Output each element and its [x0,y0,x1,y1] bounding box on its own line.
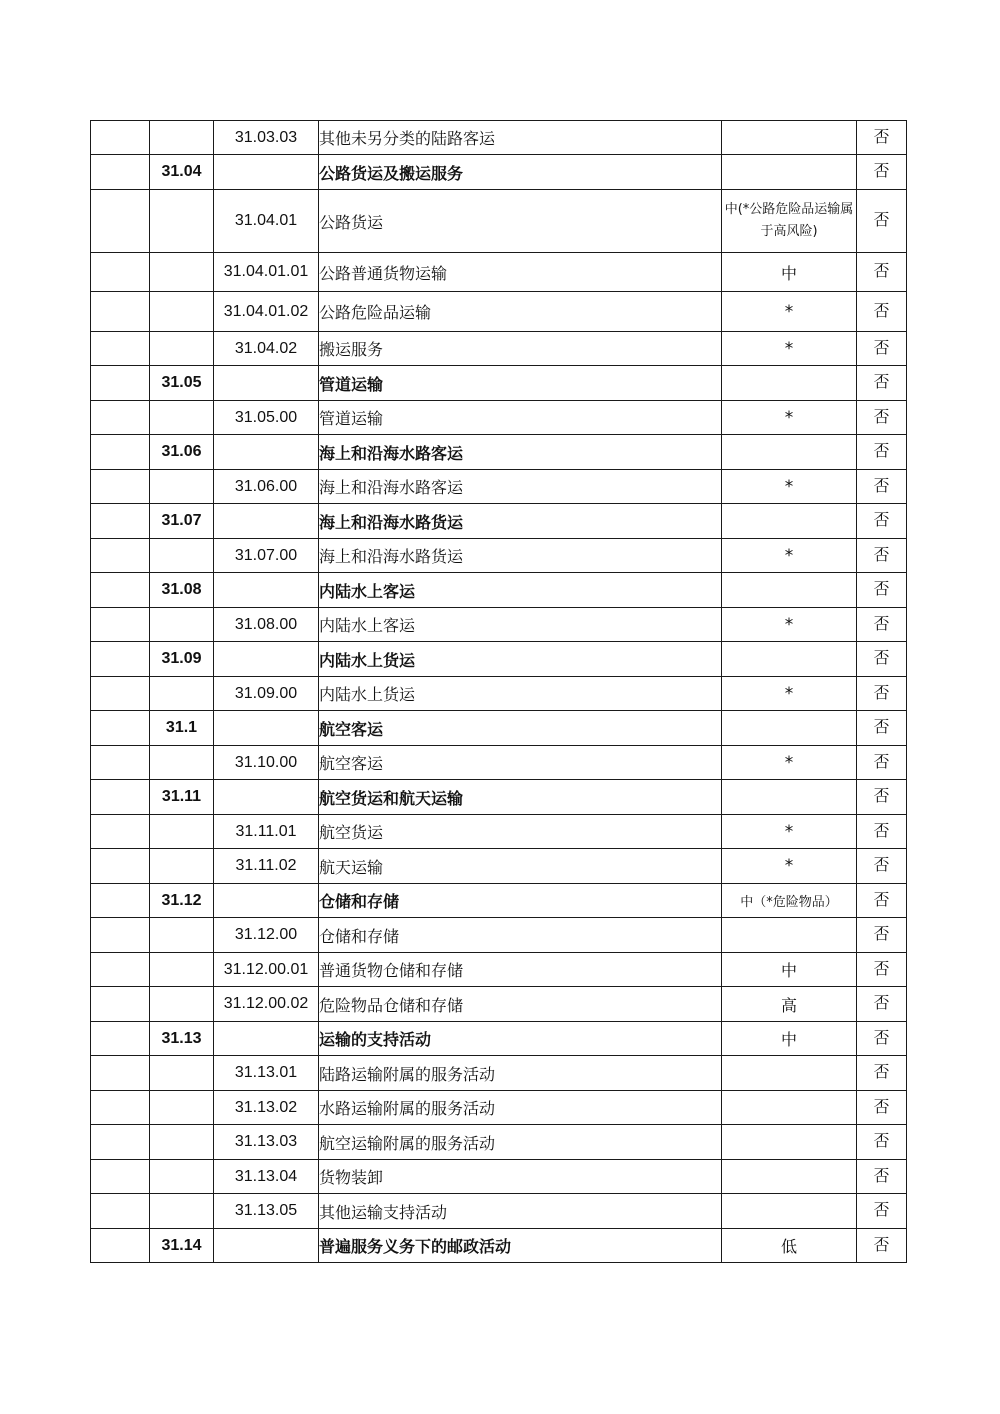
risk-level: 中(*公路危险品运输属于高风险) [722,190,857,253]
flag-text: 否 [873,300,890,320]
blank-cell [91,1056,150,1091]
level1-code [150,1160,214,1194]
level1-code [150,190,214,253]
category-name: 水路运输附属的服务活动 [319,1091,722,1125]
risk-level: * [722,401,857,435]
level1-code [150,401,214,435]
level2-code [214,155,319,190]
risk-level [722,366,857,401]
level2-code: 31.13.04 [214,1160,319,1194]
level1-code: 31.09 [150,642,214,677]
level1-code [150,677,214,711]
blank-cell [91,884,150,918]
flag-text: 否 [873,820,890,840]
table-row [91,608,907,642]
blank-cell [91,1229,150,1263]
risk-level: 中（*危险物品） [722,884,857,918]
flag-value [857,1125,907,1160]
level2-code: 31.12.00.02 [214,987,319,1022]
flag-value [857,121,907,155]
category-name: 海上和沿海水路客运 [319,470,722,504]
level1-code [150,1125,214,1160]
flag-text: 否 [873,210,890,229]
level2-code: 31.04.02 [214,332,319,366]
blank-cell [91,1125,150,1160]
risk-level [722,918,857,953]
blank-cell [91,401,150,435]
level1-code [150,1091,214,1125]
blank-cell [91,918,150,953]
risk-level [722,504,857,539]
category-name: 内陆水上客运 [319,608,722,642]
flag-value [857,190,907,253]
level1-code: 31.05 [150,366,214,401]
blank-cell [91,815,150,849]
level1-code [150,292,214,332]
level2-code: 31.03.03 [214,121,319,155]
risk-level: * [722,332,857,366]
blank-cell [91,435,150,470]
category-name: 管道运输 [319,401,722,435]
flag-value [857,435,907,470]
table-row [91,918,907,953]
level2-code: 31.05.00 [214,401,319,435]
category-name: 仓储和存储 [319,918,722,953]
flag-value [857,608,907,642]
flag-value [857,1022,907,1056]
industry-risk-table [90,120,907,1263]
table-row [91,470,907,504]
flag-value [857,918,907,953]
level2-code: 31.06.00 [214,470,319,504]
category-name: 航空运输附属的服务活动 [319,1125,722,1160]
blank-cell [91,953,150,987]
blank-cell [91,253,150,292]
category-name: 公路危险品运输 [319,292,722,332]
category-name: 海上和沿海水路客运 [319,435,722,470]
level1-code [150,539,214,573]
level1-code [150,470,214,504]
category-name: 航天运输 [319,849,722,884]
category-name: 仓储和存储 [319,884,722,918]
risk-level: * [722,815,857,849]
level2-code: 31.04.01 [214,190,319,253]
level2-code: 31.13.02 [214,1091,319,1125]
category-name: 航空客运 [319,711,722,746]
blank-cell [91,677,150,711]
category-name: 危险物品仓储和存储 [319,987,722,1022]
flag-value [857,332,907,366]
flag-text: 否 [873,544,890,564]
level2-code: 31.08.00 [214,608,319,642]
flag-text: 否 [873,161,890,180]
table-row [91,642,907,677]
blank-cell [91,987,150,1022]
level1-code [150,121,214,155]
flag-value [857,253,907,292]
level1-code: 31.07 [150,504,214,539]
flag-value [857,815,907,849]
level2-code: 31.13.05 [214,1194,319,1229]
risk-level: 中 [722,953,857,987]
level2-code: 31.11.01 [214,815,319,849]
level2-code [214,711,319,746]
level2-code [214,1022,319,1056]
risk-level [722,1091,857,1125]
flag-value [857,539,907,573]
flag-text: 否 [873,1131,890,1150]
level2-code: 31.10.00 [214,746,319,780]
level1-code [150,987,214,1022]
flag-text: 否 [873,1027,890,1047]
blank-cell [91,849,150,884]
category-name: 航空货运 [319,815,722,849]
category-name: 货物装卸 [319,1160,722,1194]
table-row [91,435,907,470]
level1-code [150,953,214,987]
category-name: 内陆水上客运 [319,573,722,608]
table-row [91,1091,907,1125]
risk-level [722,573,857,608]
flag-text: 否 [873,1096,890,1116]
blank-cell [91,155,150,190]
flag-text: 否 [873,786,890,805]
flag-value [857,780,907,815]
table-row [91,780,907,815]
flag-value [857,470,907,504]
table-row [91,1229,907,1263]
category-name: 海上和沿海水路货运 [319,504,722,539]
level1-code [150,815,214,849]
table-row [91,504,907,539]
level1-code: 31.14 [150,1229,214,1263]
blank-cell [91,539,150,573]
level1-code [150,746,214,780]
flag-text: 否 [873,126,890,146]
flag-value [857,1091,907,1125]
level1-code: 31.13 [150,1022,214,1056]
flag-value [857,746,907,780]
risk-level [722,1160,857,1194]
table-row [91,573,907,608]
category-name: 内陆水上货运 [319,642,722,677]
risk-level: * [722,677,857,711]
category-name: 陆路运输附属的服务活动 [319,1056,722,1091]
flag-value [857,642,907,677]
table-row [91,401,907,435]
table-row [91,1194,907,1229]
flag-value [857,1056,907,1091]
level2-code: 31.11.02 [214,849,319,884]
level2-code: 31.13.01 [214,1056,319,1091]
flag-text: 否 [873,889,890,909]
category-name: 公路普通货物运输 [319,253,722,292]
table-row [91,815,907,849]
blank-cell [91,1160,150,1194]
table-row [91,884,907,918]
level1-code [150,849,214,884]
flag-text: 否 [873,648,890,667]
level2-code: 31.13.03 [214,1125,319,1160]
table-row [91,1160,907,1194]
table-row [91,953,907,987]
flag-text: 否 [873,372,890,391]
category-name: 管道运输 [319,366,722,401]
flag-text: 否 [873,1234,890,1254]
flag-text: 否 [873,1165,890,1185]
flag-text: 否 [873,475,890,495]
level2-code: 31.12.00.01 [214,953,319,987]
level1-code: 31.12 [150,884,214,918]
level1-code [150,608,214,642]
level1-code: 31.11 [150,780,214,815]
table-row [91,1056,907,1091]
flag-text: 否 [873,855,890,874]
blank-cell [91,1022,150,1056]
category-name: 其他未另分类的陆路客运 [319,121,722,155]
risk-level [722,642,857,677]
flag-text: 否 [873,717,890,736]
risk-level: * [722,849,857,884]
level2-code: 31.12.00 [214,918,319,953]
risk-level: * [722,292,857,332]
flag-text: 否 [873,406,890,426]
risk-level [722,121,857,155]
risk-level: 中 [722,1022,857,1056]
table-row [91,849,907,884]
table-row [91,253,907,292]
category-name: 航空货运和航天运输 [319,780,722,815]
blank-cell [91,470,150,504]
risk-level [722,435,857,470]
level1-code: 31.1 [150,711,214,746]
category-name: 其他运输支持活动 [319,1194,722,1229]
flag-text: 否 [873,1200,890,1219]
risk-level [722,780,857,815]
category-name: 运输的支持活动 [319,1022,722,1056]
table-row [91,121,907,155]
blank-cell [91,504,150,539]
flag-value [857,292,907,332]
level1-code [150,332,214,366]
level1-code [150,918,214,953]
level1-code [150,1056,214,1091]
level1-code: 31.04 [150,155,214,190]
risk-level [722,1194,857,1229]
table-row [91,711,907,746]
blank-cell [91,366,150,401]
blank-cell [91,121,150,155]
level2-code [214,435,319,470]
category-name: 内陆水上货运 [319,677,722,711]
level2-code [214,642,319,677]
blank-cell [91,608,150,642]
flag-text: 否 [873,441,890,460]
flag-value [857,573,907,608]
flag-text: 否 [873,751,890,771]
level2-code [214,366,319,401]
flag-value [857,401,907,435]
table-row [91,292,907,332]
flag-text: 否 [873,337,890,357]
blank-cell [91,780,150,815]
blank-cell [91,746,150,780]
blank-cell [91,1091,150,1125]
level2-code: 31.07.00 [214,539,319,573]
blank-cell [91,332,150,366]
level1-code: 31.08 [150,573,214,608]
flag-value [857,987,907,1022]
blank-cell [91,573,150,608]
flag-text: 否 [873,958,890,978]
risk-level [722,1125,857,1160]
table-row [91,539,907,573]
table-row [91,332,907,366]
level1-code: 31.06 [150,435,214,470]
level2-code [214,780,319,815]
category-name: 海上和沿海水路货运 [319,539,722,573]
risk-level: 低 [722,1229,857,1263]
risk-level [722,1056,857,1091]
flag-value [857,1229,907,1263]
level1-code [150,1194,214,1229]
flag-text: 否 [873,510,890,529]
risk-level: * [722,470,857,504]
flag-text: 否 [873,924,890,943]
level2-code: 31.04.01.01 [214,253,319,292]
level1-code [150,253,214,292]
level2-code [214,1229,319,1263]
flag-text: 否 [873,613,890,633]
risk-level: * [722,539,857,573]
flag-text: 否 [873,1062,890,1081]
level2-code: 31.04.01.02 [214,292,319,332]
table-body [91,121,907,1263]
category-name: 普遍服务义务下的邮政活动 [319,1229,722,1263]
blank-cell [91,642,150,677]
level2-code [214,504,319,539]
category-name: 航空客运 [319,746,722,780]
category-name: 普通货物仓储和存储 [319,953,722,987]
flag-value [857,155,907,190]
category-name: 公路货运及搬运服务 [319,155,722,190]
flag-value [857,711,907,746]
table-row [91,1022,907,1056]
table-row [91,190,907,253]
table-row [91,677,907,711]
table-row [91,987,907,1022]
table-row [91,1125,907,1160]
flag-text: 否 [873,682,890,702]
flag-value [857,953,907,987]
flag-value [857,1160,907,1194]
flag-value [857,366,907,401]
risk-level: 高 [722,987,857,1022]
level2-code: 31.09.00 [214,677,319,711]
table-row [91,155,907,190]
risk-level [722,711,857,746]
level2-code [214,884,319,918]
flag-value [857,1194,907,1229]
blank-cell [91,711,150,746]
flag-text: 否 [873,993,890,1012]
flag-value [857,677,907,711]
flag-value [857,884,907,918]
flag-value [857,504,907,539]
table-row [91,366,907,401]
blank-cell [91,292,150,332]
blank-cell [91,1194,150,1229]
blank-cell [91,190,150,253]
flag-text: 否 [873,261,890,280]
table-row [91,746,907,780]
flag-value [857,849,907,884]
risk-level: * [722,608,857,642]
level2-code [214,573,319,608]
risk-level [722,155,857,190]
category-name: 公路货运 [319,190,722,253]
risk-level: * [722,746,857,780]
risk-level: 中 [722,253,857,292]
category-name: 搬运服务 [319,332,722,366]
flag-text: 否 [873,579,890,598]
